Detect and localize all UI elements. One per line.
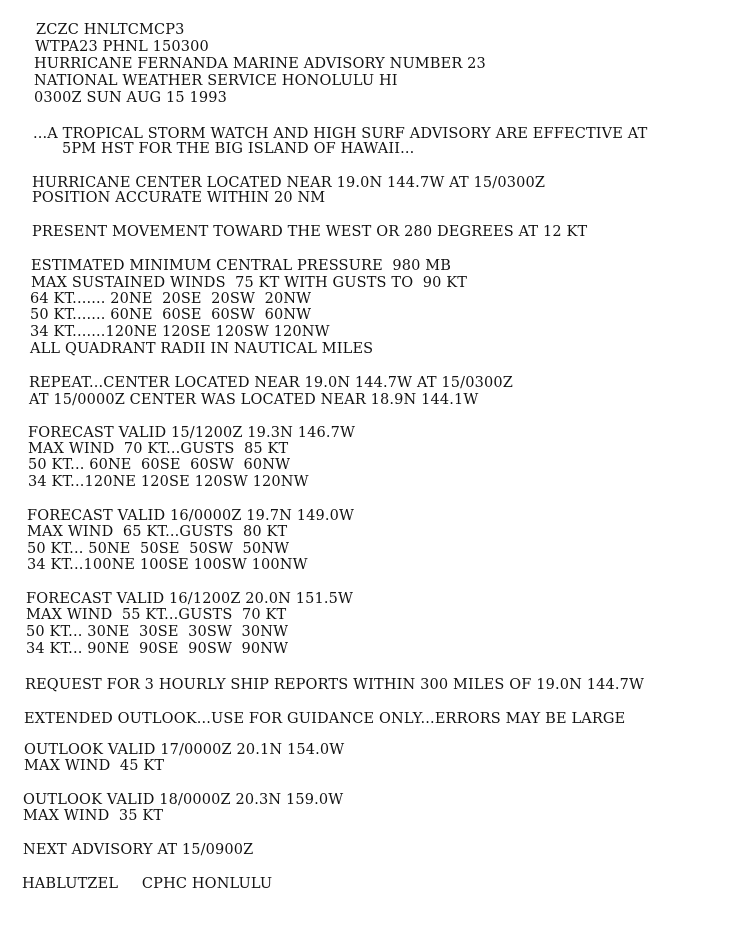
radii-note: ALL QUADRANT RADII IN NAUTICAL MILES — [30, 341, 374, 357]
signature: HABLUTZEL CPHC HONLULU — [22, 876, 273, 892]
forecast1-r50: 50 KT... 60NE 60SE 60SW 60NW — [28, 457, 291, 473]
forecast2-r50: 50 KT... 50NE 50SE 50SW 50NW — [27, 541, 290, 557]
extended-outlook: EXTENDED OUTLOOK...USE FOR GUIDANCE ONLY...ERRORS MAY BE LARGE — [24, 711, 626, 727]
forecast2-wind: MAX WIND 65 KT...GUSTS 80 KT — [27, 524, 288, 540]
forecast1-valid: FORECAST VALID 15/1200Z 19.3N 146.7W — [28, 425, 356, 441]
header-line-1: ZCZC HNLTCMCP3 — [36, 22, 185, 38]
forecast1-r34: 34 KT...120NE 120SE 120SW 120NW — [28, 474, 309, 490]
outlook2-wind: MAX WIND 35 KT — [23, 808, 164, 824]
forecast3-r34: 34 KT... 90NE 90SE 90SW 90NW — [26, 641, 289, 657]
center-location: HURRICANE CENTER LOCATED NEAR 19.0N 144.7W AT 15/0300Z — [32, 175, 546, 191]
movement: PRESENT MOVEMENT TOWARD THE WEST OR 280 DEGREES AT 12 KT — [32, 224, 588, 240]
radii-50kt: 50 KT....... 60NE 60SE 60SW 60NW — [30, 307, 312, 323]
watch-line-1: ...A TROPICAL STORM WATCH AND HIGH SURF ADVISORY ARE EFFECTIVE AT — [33, 126, 648, 142]
ship-request: REQUEST FOR 3 HOURLY SHIP REPORTS WITHIN 300 MILES OF 19.0N 144.7W — [25, 677, 645, 693]
center-accuracy: POSITION ACCURATE WITHIN 20 NM — [32, 190, 326, 206]
repeat-line-2: AT 15/0000Z CENTER WAS LOCATED NEAR 18.9N 144.1W — [29, 392, 479, 408]
forecast3-valid: FORECAST VALID 16/1200Z 20.0N 151.5W — [26, 591, 354, 607]
watch-line-2: 5PM HST FOR THE BIG ISLAND OF HAWAII... — [62, 141, 415, 157]
forecast2-r34: 34 KT...100NE 100SE 100SW 100NW — [27, 557, 308, 573]
outlook1-wind: MAX WIND 45 KT — [24, 758, 165, 774]
next-advisory: NEXT ADVISORY AT 15/0900Z — [23, 842, 254, 858]
forecast3-r50: 50 KT... 30NE 30SE 30SW 30NW — [26, 624, 289, 640]
forecast2-valid: FORECAST VALID 16/0000Z 19.7N 149.0W — [27, 508, 355, 524]
max-winds: MAX SUSTAINED WINDS 75 KT WITH GUSTS TO 90 KT — [31, 275, 468, 291]
outlook2-valid: OUTLOOK VALID 18/0000Z 20.3N 159.0W — [23, 792, 344, 808]
radii-34kt: 34 KT.......120NE 120SE 120SW 120NW — [30, 324, 330, 340]
pressure: ESTIMATED MINIMUM CENTRAL PRESSURE 980 MB — [31, 258, 452, 274]
repeat-line-1: REPEAT...CENTER LOCATED NEAR 19.0N 144.7W AT 15/0300Z — [29, 375, 513, 391]
radii-64kt: 64 KT....... 20NE 20SE 20SW 20NW — [30, 291, 312, 307]
outlook1-valid: OUTLOOK VALID 17/0000Z 20.1N 154.0W — [24, 742, 345, 758]
header-line-3: HURRICANE FERNANDA MARINE ADVISORY NUMBER 23 — [34, 56, 486, 72]
header-line-4: NATIONAL WEATHER SERVICE HONOLULU HI — [34, 73, 398, 89]
header-line-2: WTPA23 PHNL 150300 — [35, 39, 209, 55]
forecast3-wind: MAX WIND 55 KT...GUSTS 70 KT — [26, 607, 287, 623]
header-line-5: 0300Z SUN AUG 15 1993 — [34, 90, 228, 106]
forecast1-wind: MAX WIND 70 KT...GUSTS 85 KT — [28, 441, 289, 457]
